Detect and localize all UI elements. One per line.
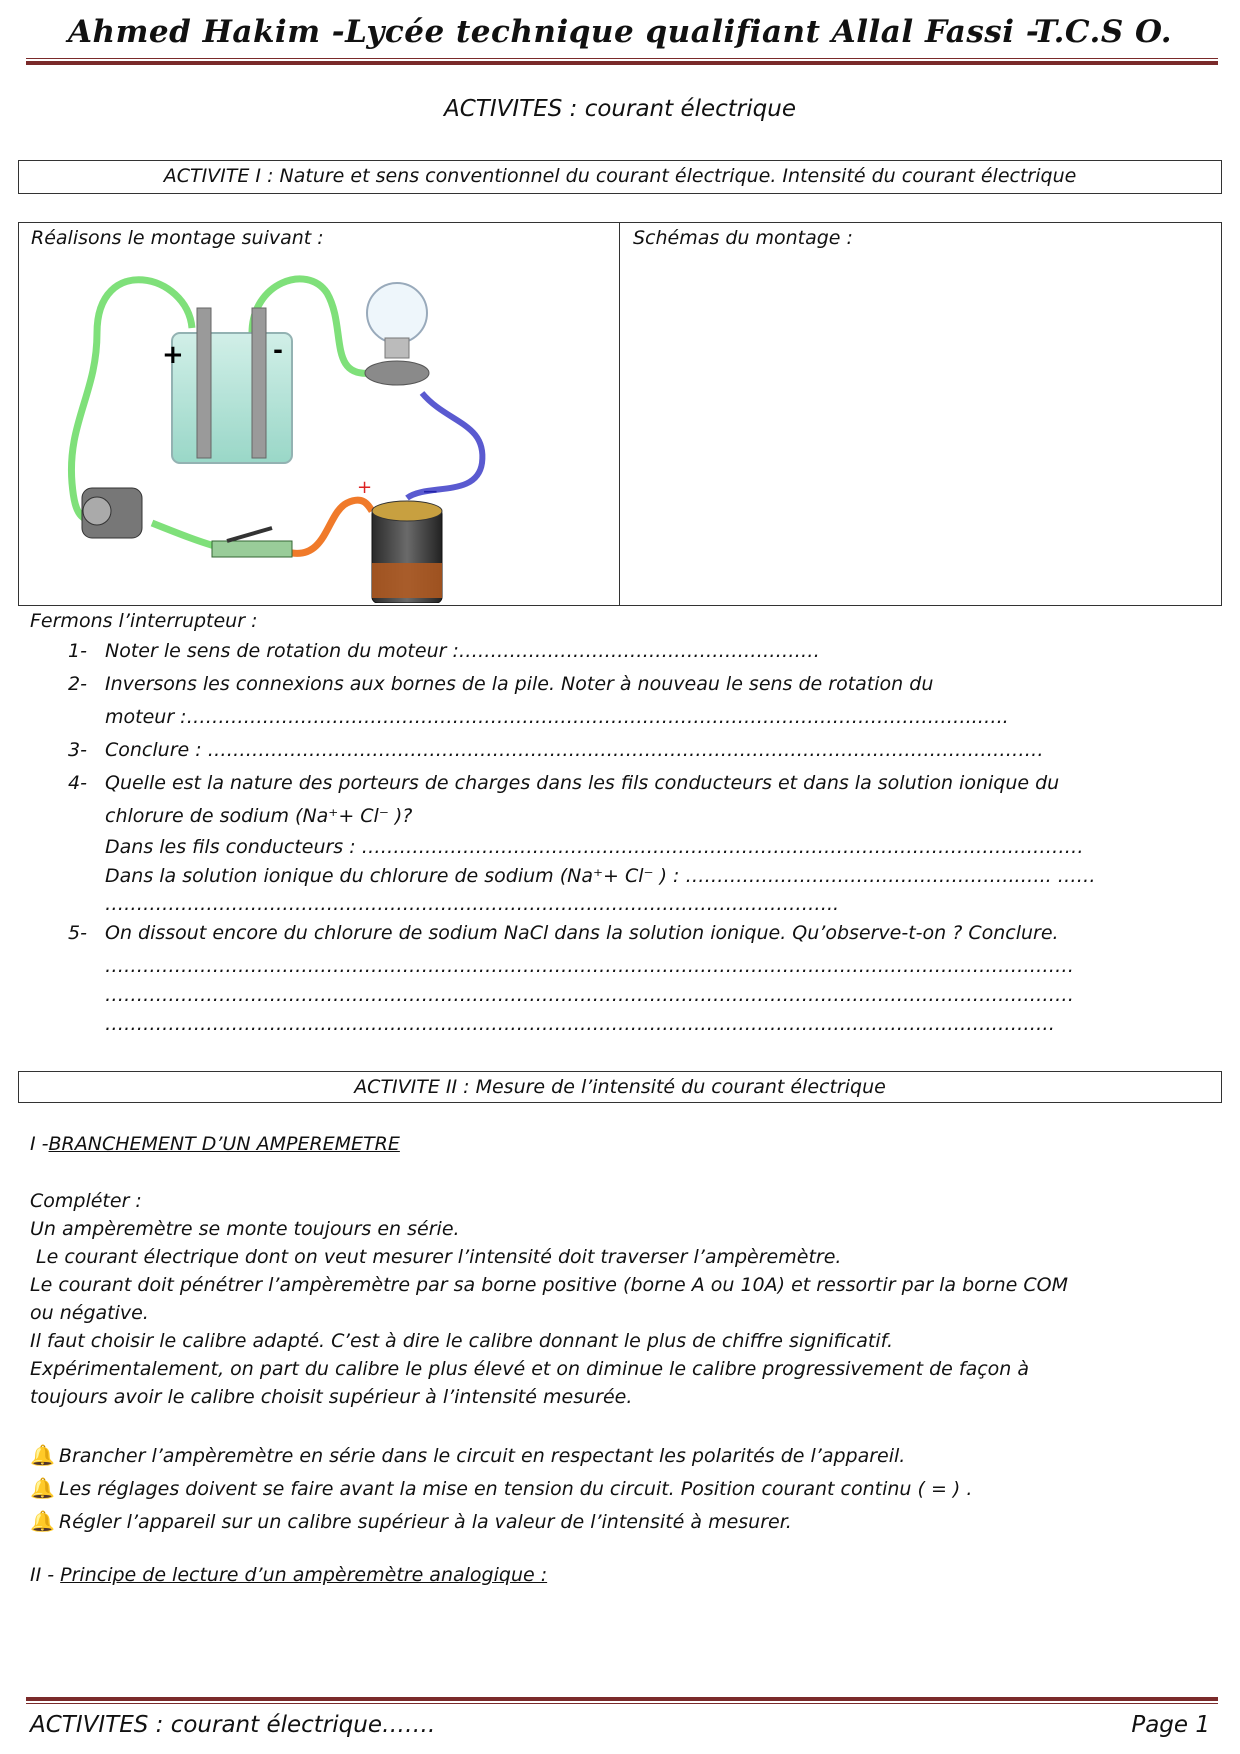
q5-answer-line2: ………………………………………………………………………………………………………………………………………	[105, 984, 1074, 1006]
battery-plus-sign: +	[357, 477, 373, 498]
footer-rule-thin	[26, 1703, 1218, 1704]
activity2-title-box: ACTIVITE II : Mesure de l’intensité du courant électrique	[18, 1071, 1222, 1103]
q4-text-line2: chlorure de sodium (Na⁺+ Cl⁻ )?	[105, 805, 413, 827]
bell-icon: 🔔	[30, 1443, 55, 1467]
footer-title: ACTIVITES : courant électrique…….	[30, 1712, 436, 1738]
q4-conductors-answer: Dans les fils conducteurs : ……………………………………………………………………………………………………	[105, 836, 1084, 858]
schema-label: Schémas du montage :	[633, 227, 853, 249]
activity1-title-box: ACTIVITE I : Nature et sens conventionnel du courant électrique. Intensité du courant électrique	[18, 160, 1222, 194]
wire-orange	[292, 500, 372, 553]
page-number: Page 1	[1131, 1712, 1210, 1738]
footer-rule-thick	[26, 1697, 1218, 1701]
bullet-2	[30, 1476, 972, 1500]
section2-prefix: II -	[30, 1564, 61, 1586]
ammeter-line-4: ou négative.	[30, 1302, 149, 1324]
header-rule-thick	[26, 61, 1218, 65]
bullet-1	[30, 1443, 905, 1467]
header-rule-thin	[26, 58, 1218, 59]
q5-answer-line1: ………………………………………………………………………………………………………………………………………	[105, 955, 1074, 977]
q2-text-line1: Inversons les connexions aux bornes de la pile. Noter à nouveau le sens de rotation du	[105, 673, 934, 695]
section1-prefix: I -	[30, 1133, 49, 1155]
bullet-1-text: Brancher l’ampèremètre en série dans le circuit en respectant les polarités de l’appareil.	[58, 1445, 906, 1467]
complete-label: Compléter :	[30, 1190, 142, 1212]
lamp-base	[365, 361, 429, 385]
circuit-diagram	[27, 253, 617, 603]
bullet-3-text: Régler l’appareil sur un calibre supérieur à la valeur de l’intensité à mesurer.	[58, 1511, 792, 1533]
ammeter-line-1: Un ampèremètre se monte toujours en série.	[30, 1218, 460, 1240]
switch	[212, 541, 292, 557]
electrode-minus-sign: -	[273, 336, 283, 364]
q3-number: 3-	[68, 739, 87, 761]
q4-solution-answer: Dans la solution ionique du chlorure de sodium (Na⁺+ Cl⁻ ) : ……………………………………………..….. ……	[105, 865, 1096, 887]
ammeter-line-3: Le courant doit pénétrer l’ampèremètre par sa borne positive (borne A ou 10A) et ressortir par la borne COM	[30, 1274, 1068, 1296]
montage-label: Réalisons le montage suivant :	[31, 227, 324, 249]
q5-number: 5-	[68, 922, 87, 944]
bullet-3	[30, 1509, 792, 1533]
section1-heading	[30, 1133, 400, 1155]
bell-icon: 🔔	[30, 1476, 55, 1500]
table-divider	[619, 223, 620, 605]
q4-extra-line: ……………………………………………………………………………………………………..	[105, 893, 840, 915]
ammeter-line-7: toujours avoir le calibre choisit supérieur à l’intensité mesurée.	[30, 1386, 633, 1408]
q2-number: 2-	[68, 673, 87, 695]
ammeter-line-6: Expérimentalement, on part du calibre le plus élevé et on diminue le calibre progressivement de façon à	[30, 1358, 1030, 1380]
q1-number: 1-	[68, 640, 87, 662]
electrode-plus-sign: +	[162, 340, 184, 370]
bullet-2-text: Les réglages doivent se faire avant la mise en tension du circuit. Position courant continu ( = ) .	[58, 1478, 973, 1500]
q5-answer-line3: ……………………………………………………………………………………………………………………………………	[105, 1013, 1055, 1035]
page-header-title: Ahmed Hakim -Lycée technique qualifiant Allal Fassi -T.C.S O.	[67, 14, 1172, 50]
section2-heading	[30, 1564, 547, 1586]
section1-title: BRANCHEMENT D’UN AMPEREMETRE	[48, 1133, 400, 1155]
q1-text: Noter le sens de rotation du moteur :…………………………………………………	[105, 640, 820, 662]
ammeter-line-5: Il faut choisir le calibre adapté. C’est à dire le calibre donnant le plus de chiffre significatif.	[30, 1330, 893, 1352]
wire-blue	[407, 393, 482, 498]
section2-title: Principe de lecture d’un ampèremètre analogique :	[60, 1564, 548, 1586]
q4-number: 4-	[68, 772, 87, 794]
q2-text-line2: moteur :……………………………………………………………………………………………………………..…..	[105, 706, 1009, 728]
document-title: ACTIVITES : courant électrique	[444, 96, 796, 122]
intro-text: Fermons l’interrupteur :	[30, 610, 258, 632]
bell-icon: 🔔	[30, 1509, 55, 1533]
q3-text: Conclure : ……………………………………………………………………………………………………………………	[105, 739, 1044, 761]
q5-text: On dissout encore du chlorure de sodium NaCl dans la solution ionique. Qu’observe-t-on ? Conclure.	[105, 922, 1059, 944]
montage-table	[18, 222, 1222, 606]
ammeter-line-2: Le courant électrique dont on veut mesurer l’intensité doit traverser l’ampèremètre.	[30, 1246, 842, 1268]
q4-text-line1: Quelle est la nature des porteurs de charges dans les fils conducteurs et dans la solution ionique du	[105, 772, 1060, 794]
lamp-bulb	[367, 283, 427, 343]
battery-minus-sign: −	[422, 479, 439, 503]
